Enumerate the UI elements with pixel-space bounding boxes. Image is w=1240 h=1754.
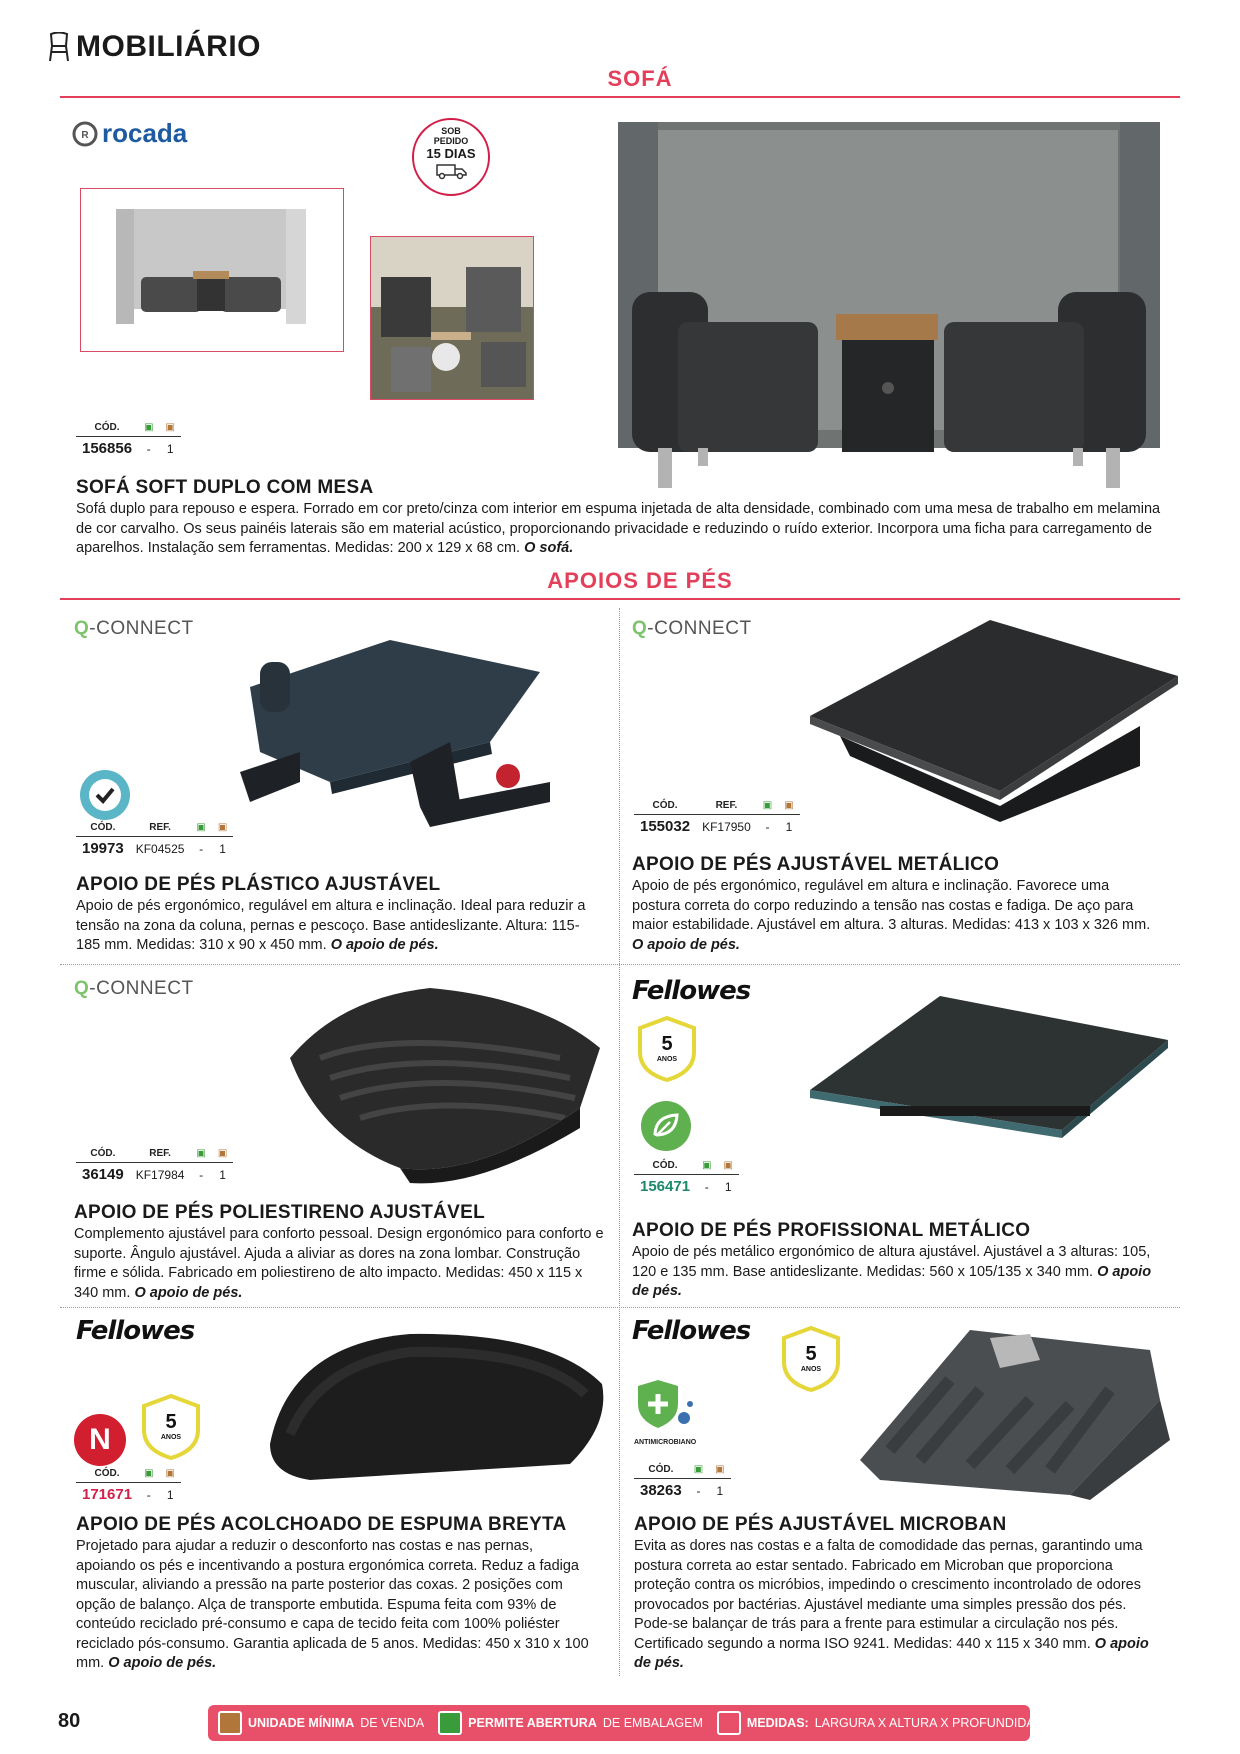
legend-unidade-minima: UNIDADE MÍNIMA DE VENDA <box>218 1711 424 1735</box>
legend-permite-abertura: PERMITE ABERTURA DE EMBALAGEM <box>438 1711 703 1735</box>
box-icon <box>218 1711 242 1735</box>
row-divider <box>60 964 1180 965</box>
sofa-thumbnail-image <box>80 188 344 352</box>
footrest-professional-image <box>800 990 1170 1140</box>
product-title: SOFÁ SOFT DUPLO COM MESA <box>76 477 374 498</box>
svg-text:R: R <box>81 129 89 141</box>
footrest-polystyrene-image <box>280 978 610 1188</box>
product-description: Apoio de pés metálico ergonómico de altura ajustável. Ajustável a 3 alturas: 105, 120 e 135 mm. Base antideslizante. Medidas: 560 x 105/135 x 340 mm. O apoio de pés. <box>632 1244 1152 1299</box>
check-shield-icon <box>78 768 132 822</box>
brand-rocada: R rocada <box>72 118 187 149</box>
sob-pedido-badge: SOB PEDIDO 15 DIAS <box>412 118 490 196</box>
section-rule <box>60 598 1180 600</box>
novidade-badge: N <box>74 1414 126 1466</box>
product-title: APOIO DE PÉS ACOLCHOADO DE ESPUMA BREYTA <box>76 1514 567 1535</box>
svg-text:5: 5 <box>661 1033 673 1055</box>
brand-qconnect: Q-CONNECT <box>74 618 194 639</box>
product-description: Sofá duplo para repouso e espera. Forrado em cor preto/cinza com interior em espuma injetada de alta densidade, combinado com uma mesa de trabalho em melamina de cor carvalho. Os seus painéis laterais são em material acústico, proporcionando privacidade e reduzindo o ruído exterior. Incorpora uma ficha para carregamento de aparelhos. Instalação sem ferramentas. Medidas: 200 x 129 x 68 cm. O sofá. <box>76 501 1161 556</box>
garantia-5-anos-badge <box>780 1326 842 1392</box>
legend-medidas: MEDIDAS: LARGURA X ALTURA X PROFUNDIDADE <box>717 1711 1052 1735</box>
svg-text:ANOS: ANOS <box>160 1434 182 1441</box>
brand-qconnect: Q-CONNECT <box>632 618 752 639</box>
section-rule <box>60 96 1180 98</box>
footrest-microban-image <box>840 1320 1170 1500</box>
brand-fellowes: Fellowes <box>632 976 751 1006</box>
rocada-logo-icon <box>72 121 98 147</box>
open-box-icon <box>438 1711 462 1735</box>
code-box-171671: CÓD. ▣ ▣ 171671 - 1 <box>76 1468 181 1506</box>
section-title-sofa: SOFÁ <box>607 66 673 91</box>
footrest-metal-image <box>800 616 1180 826</box>
code-box-156471: CÓD. ▣ ▣ 156471 - 1 <box>634 1160 739 1198</box>
footrest-foam-image <box>250 1324 610 1484</box>
row-divider <box>60 1307 1180 1308</box>
open-box-icon: ▣ <box>702 1160 712 1171</box>
page-header <box>48 30 261 64</box>
product-title: APOIO DE PÉS POLIESTIRENO AJUSTÁVEL <box>74 1202 485 1223</box>
column-divider <box>619 608 620 1676</box>
product-title: APOIO DE PÉS PROFISSIONAL METÁLICO <box>632 1220 1031 1241</box>
product-description: Complemento ajustável para conforto pessoal. Design ergonómico para conforto e suporte. Ângulo ajustável. Ajuda a aliviar as dores na zona lombar. Construção firme e sólida. Fabricado em poliestireno de alto impacto. Medidas: 450 x 115 x 340 mm. O apoio de pés. <box>74 1226 604 1301</box>
sofa-lifestyle-photo <box>370 236 534 400</box>
brand-qconnect: Q-CONNECT <box>74 978 194 999</box>
truck-icon <box>433 162 469 180</box>
open-box-icon: ▣ <box>144 1468 154 1479</box>
open-box-icon: ▣ <box>196 822 206 833</box>
code-box-36149: CÓD. REF. ▣ ▣ 36149 KF17984 - 1 <box>76 1148 233 1186</box>
svg-text:5: 5 <box>805 1343 817 1365</box>
box-icon: ▣ <box>165 422 175 433</box>
product-title: APOIO DE PÉS AJUSTÁVEL METÁLICO <box>632 854 1000 875</box>
box-icon: ▣ <box>217 822 228 833</box>
product-description: Projetado para ajudar a reduzir o desconforto nas costas e nas pernas, apoiando os pés e incentivando a postura ergonómica correta. Reduz a fadiga muscular, aliviando a pressão na parte posterior das coxas. 2 posições com opção de balanço. Alça de transporte embutida. Espuma feita com 93% de conteúdo reciclado pré-consumo e capa de tecido feita com 100% poliéster reciclado pós-consumo. Garantia aplicada de 5 anos. Medidas: 450 x 310 x 100 mm. O apoio de pés. <box>76 1538 589 1671</box>
code-box-38263: CÓD. ▣ ▣ 38263 - 1 <box>634 1464 731 1502</box>
page-number: 80 <box>58 1710 81 1732</box>
product-description: Apoio de pés ergonómico, regulável em altura e inclinação. Ideal para reduzir a tensão na zona da coluna, pernas e pescoço. Base antideslizante. Altura: 115-185 mm. Medidas: 310 x 90 x 450 mm. O apoio de pés. <box>76 898 586 953</box>
svg-text:5: 5 <box>165 1411 177 1433</box>
box-icon: ▣ <box>217 1148 228 1159</box>
brand-fellowes: Fellowes <box>632 1316 751 1346</box>
product-title: APOIO DE PÉS PLÁSTICO AJUSTÁVEL <box>76 874 441 895</box>
code-box-156856: CÓD. ▣ ▣ 156856 - 1 <box>76 422 181 460</box>
open-box-icon: ▣ <box>693 1464 704 1475</box>
product-description: Apoio de pés ergonómico, regulável em altura e inclinação. Favorece uma postura correta do corpo reduzindo a tensão nas costas e fadiga. De aço para maior estabilidade. Ajustável em altura. 3 alturas. Medidas: 413 x 103 x 326 mm. O apoio de pés. <box>632 878 1151 953</box>
box-icon: ▣ <box>715 1464 725 1475</box>
open-box-icon: ▣ <box>762 800 773 811</box>
footrest-plastic-image <box>217 632 550 852</box>
box-icon: ▣ <box>723 1160 733 1171</box>
code-box-155032: CÓD. REF. ▣ ▣ 155032 KF17950 - 1 <box>634 800 800 838</box>
garantia-5-anos-badge <box>140 1394 202 1460</box>
open-box-icon: ▣ <box>196 1148 206 1159</box>
garantia-5-anos-badge <box>636 1016 698 1082</box>
legend-bar <box>208 1705 1053 1741</box>
chair-icon <box>48 32 70 62</box>
open-box-icon: ▣ <box>144 422 154 433</box>
section-title-apoios: APOIOS DE PÉS <box>547 568 733 593</box>
product-description: Evita as dores nas costas e a falta de comodidade das pernas, garantindo uma postura correta ao estar sentado. Fabricado em Microban que proporciona proteção contra os micróbios, impedindo o crescimento incontrolado de odores provocados por bactérias. Ajustável mediante uma simples pressão dos pés. Pode-se balançar de trás para a frente para estimular a circulação nos pés. Certificado segundo a norma ISO 9241. Medidas: 440 x 115 x 340 mm. O apoio de pés. <box>634 1538 1149 1671</box>
product-title: APOIO DE PÉS AJUSTÁVEL MICROBAN <box>634 1514 1007 1535</box>
code-box-19973: CÓD. REF. ▣ ▣ 19973 KF04525 - 1 <box>76 822 233 860</box>
page-title: MOBILIÁRIO <box>76 30 261 63</box>
box-icon: ▣ <box>165 1468 175 1479</box>
leaf-icon <box>640 1100 692 1152</box>
ruler-icon <box>717 1711 741 1735</box>
sofa-main-image <box>618 122 1160 492</box>
box-icon: ▣ <box>784 800 794 811</box>
svg-text:ANOS: ANOS <box>800 1366 822 1373</box>
brand-fellowes: Fellowes <box>76 1316 195 1346</box>
svg-text:ANOS: ANOS <box>656 1056 678 1063</box>
antimicrobiano-badge: ANTIMICROBIANO <box>634 1378 700 1448</box>
